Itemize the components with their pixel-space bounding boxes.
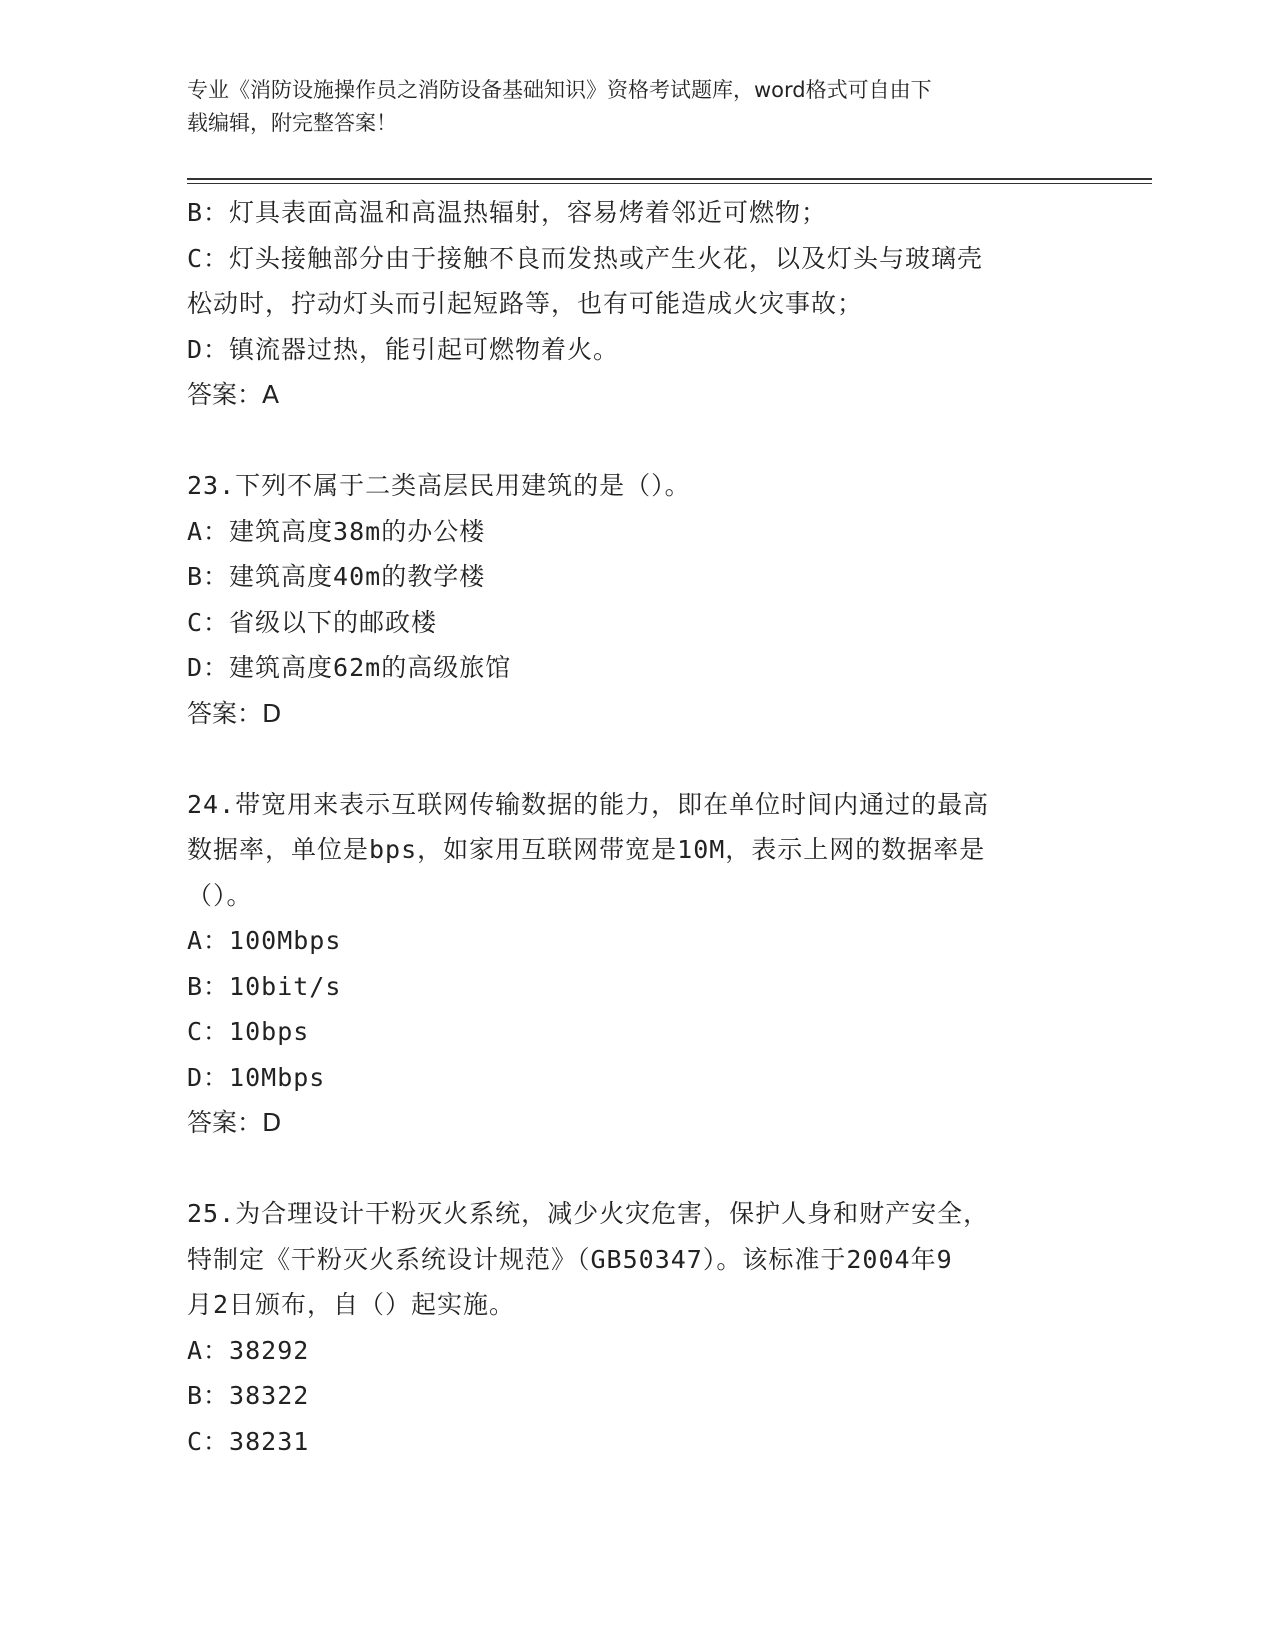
header-line-1: 专业《消防设施操作员之消防设备基础知识》资格考试题库，word格式可自由下 — [187, 78, 932, 102]
q23-option-c: C：省级以下的邮政楼 — [187, 607, 438, 637]
q25-question-line-1: 25.为合理设计干粉灭火系统，减少火灾危害，保护人身和财产安全， — [187, 1199, 990, 1228]
q25-question-line-3: 月2日颁布，自（）起实施。 — [187, 1290, 516, 1319]
q25-option-b: B：38322 — [187, 1381, 310, 1410]
q24-option-b: B：10bit/s — [187, 971, 342, 1001]
spacer — [187, 736, 1087, 782]
q23-option-b: B：建筑高度40m的教学楼 — [187, 562, 486, 591]
q23-option-d: D：建筑高度62m的高级旅馆 — [187, 653, 512, 682]
q24-option-c: C：10bps — [187, 1017, 310, 1046]
question-24 — [187, 782, 1087, 1146]
q24-question-line-2: 数据率，单位是bps，如家用互联网带宽是10M，表示上网的数据率是 — [187, 835, 986, 864]
header-divider — [187, 178, 1152, 184]
q24-answer: 答案：D — [187, 1108, 282, 1137]
spacer — [187, 418, 1087, 464]
document-header — [187, 74, 1067, 140]
question-list — [187, 190, 1087, 1464]
q22-option-c-line-2: 松动时，拧动灯头而引起短路等，也有可能造成火灾事故； — [187, 289, 864, 318]
q24-question-line-1: 24.带宽用来表示互联网传输数据的能力，即在单位时间内通过的最高 — [187, 789, 990, 819]
q25-option-c: C：38231 — [187, 1426, 310, 1456]
q23-answer: 答案：D — [187, 698, 282, 728]
q22-option-d: D：镇流器过热，能引起可燃物着火。 — [187, 334, 620, 364]
q24-option-a: A：100Mbps — [187, 926, 342, 955]
question-23 — [187, 463, 1087, 736]
q22-option-b: B：灯具表面高温和高温热辐射，容易烤着邻近可燃物； — [187, 198, 828, 227]
q23-question: 23.下列不属于二类高层民用建筑的是（）。 — [187, 471, 691, 500]
header-line-2: 载编辑，附完整答案！ — [187, 111, 397, 135]
question-25 — [187, 1191, 1087, 1464]
q23-option-a: A：建筑高度38m的办公楼 — [187, 516, 486, 546]
q24-question-line-3: （）。 — [187, 880, 253, 910]
q25-question-line-2: 特制定《干粉灭火系统设计规范》（GB50347）。该标准于2004年9 — [187, 1244, 953, 1274]
q25-option-a: A：38292 — [187, 1335, 310, 1365]
spacer — [187, 1146, 1087, 1192]
question-22 — [187, 190, 1087, 418]
q24-option-d: D：10Mbps — [187, 1062, 326, 1092]
q22-answer: 答案：A — [187, 380, 280, 409]
q22-option-c-line-1: C：灯头接触部分由于接触不良而发热或产生火花，以及灯头与玻璃壳 — [187, 243, 984, 273]
